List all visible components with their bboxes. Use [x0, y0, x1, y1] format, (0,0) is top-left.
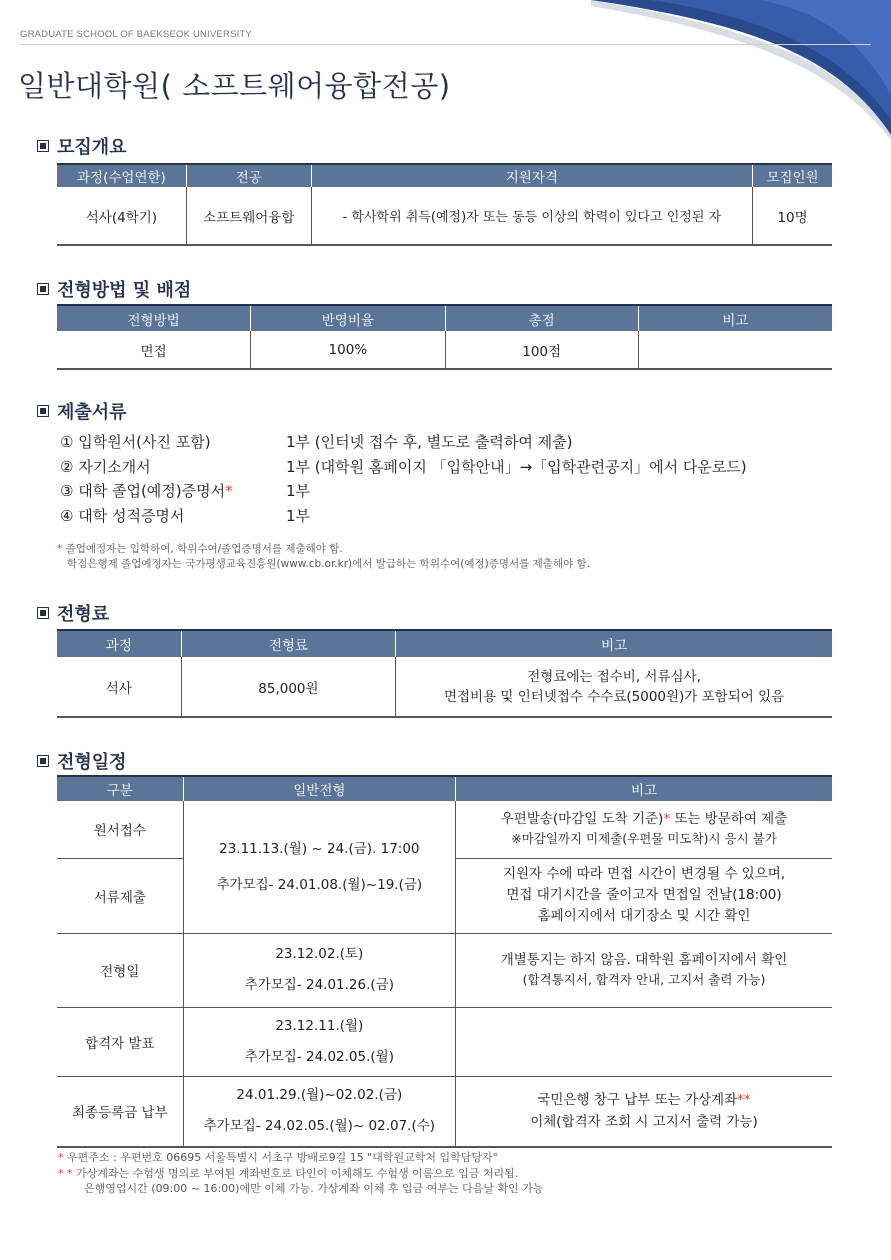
col-header: 일반전형 [183, 776, 455, 801]
square-bullet-icon [37, 405, 49, 417]
table-cell: 전형일 [57, 933, 183, 1007]
note-text: 개별통지는 하지 않음. 대학원 홈페이지에서 확인 [500, 952, 788, 968]
section-heading-fee [37, 600, 109, 626]
list-item [60, 430, 747, 455]
section-heading-recruit [37, 133, 127, 159]
document-name: ③ 대학 졸업(예정)증명서 [60, 482, 226, 500]
document-list [60, 430, 747, 528]
col-header: 과정 [57, 630, 181, 657]
section-heading-method [37, 276, 191, 302]
col-header: 과정(수업연한) [57, 164, 186, 187]
table-cell: 소프트웨어융합 [186, 187, 311, 245]
method-table [57, 304, 832, 370]
university-name: GRADUATE SCHOOL OF BAEKSEOK UNIVERSITY [20, 29, 252, 40]
document-desc: 1부 [286, 506, 311, 525]
table-cell [456, 1076, 832, 1147]
table-cell: 85,000원 [181, 657, 396, 717]
note-text: 홈페이지에서 대기장소 및 시간 확인 [537, 908, 751, 924]
date-text: 추가모집- 24.02.05.(월)~ 02.07.(수) [203, 1118, 436, 1135]
note-text: 면접 대기시간을 줄이고자 면접일 전날(18:00) [506, 887, 782, 903]
col-header: 전형료 [181, 630, 396, 657]
table-cell [456, 801, 832, 858]
note-text: 학점은행제 졸업예정자는 국가평생교육진흥원(www.cb.or.kr)에서 발급하는 학위수여(예정)증명서를 제출해야 함. [67, 558, 591, 570]
table-cell: 서류제출 [57, 858, 183, 933]
document-name: ① 입학원서(사진 포함) [60, 433, 211, 451]
square-bullet-icon [37, 607, 49, 619]
table-cell [456, 858, 832, 933]
table-cell [183, 933, 455, 1007]
section-heading-documents [37, 398, 127, 424]
col-header: 총점 [445, 305, 638, 331]
page-curl-decoration [591, 0, 891, 140]
fee-table [57, 629, 832, 718]
table-cell: 100점 [445, 331, 638, 369]
section-title: 전형방법 및 배점 [57, 280, 192, 301]
document-name: ② 자기소개서 [60, 457, 151, 476]
table-cell [183, 1007, 455, 1076]
section-title: 모집개요 [57, 137, 127, 158]
schedule-footnotes [58, 1150, 544, 1197]
col-header: 비고 [638, 305, 832, 331]
asterisk-mark: * [663, 811, 671, 828]
list-item [60, 504, 747, 529]
fee-note: 전형료에는 접수비, 서류심사, [527, 668, 701, 685]
document-desc: 1부 (인터넷 접수 후, 별도로 출력하여 제출) [286, 433, 573, 451]
table-cell [183, 1076, 455, 1147]
table-cell [183, 801, 455, 933]
date-text: 추가모집- 24.01.08.(월)~19.(금) [216, 876, 423, 893]
table-cell: 면접 [57, 331, 251, 369]
col-header: 비고 [456, 776, 832, 801]
table-cell: - 학사학위 취득(예정)자 또는 동등 이상의 학력이 있다고 인정된 자 [311, 187, 752, 245]
recruit-table [57, 163, 832, 246]
table-cell: 100% [251, 331, 445, 369]
date-text: 추가모집- 24.01.26.(금) [244, 977, 394, 993]
col-header: 반영비율 [251, 305, 445, 331]
table-cell [396, 657, 832, 717]
fee-note: 면접비용 및 인터넷접수 수수료(5000원)가 포함되어 있음 [443, 688, 785, 705]
date-text: 23.11.13.(월) ~ 24.(금). 17:00 [219, 840, 420, 857]
note-text: 또는 방문하여 제출 [670, 811, 788, 828]
footnote-text: 가상계좌는 수험생 명의로 부여된 계좌번호로 타인이 이체해도 수험생 이름으로 입금 처리됨. [76, 1166, 519, 1180]
list-item [60, 455, 747, 480]
table-cell: 석사 [57, 657, 181, 717]
table-cell: 원서접수 [57, 801, 183, 858]
section-title: 전형일정 [57, 752, 127, 773]
section-title: 제출서류 [57, 402, 127, 423]
schedule-table [57, 775, 832, 1148]
table-cell [456, 933, 832, 1007]
date-text: 23.12.11.(월) [275, 1017, 364, 1034]
col-header: 구분 [57, 776, 183, 801]
documents-note [57, 542, 590, 572]
footnote-text: 우편주소 : 우편번호 06695 서울특별시 서초구 방배로9길 15 "대학원교학처 입학담당자" [67, 1151, 498, 1164]
note-text: 이체(합격자 조회 시 고지서 출력 가능) [530, 1114, 758, 1131]
asterisk-mark: * [58, 1151, 64, 1164]
note-text: ※마감일까지 미제출(우편물 미도착)시 응시 불가 [511, 831, 777, 847]
date-text: 23.12.02.(토) [275, 946, 364, 962]
date-text: 24.01.29.(월)~02.02.(금) [236, 1087, 403, 1104]
note-text: (합격통지서, 합격자 안내, 고지서 출력 가능) [522, 972, 766, 987]
page-title: 일반대학원( 소프트웨어융합전공) [18, 69, 451, 103]
footnote-text: 은행영업시간 (09:00 ~ 16:00)에만 이체 가능. 가상계좌 이체 후 입금 여부는 다음날 확인 가능 [84, 1182, 544, 1195]
asterisk-mark: * [225, 482, 233, 500]
document-desc: 1부 (대학원 홈페이지 「입학안내」→「입학관련공지」에서 다운로드) [286, 457, 747, 476]
col-header: 비고 [396, 630, 832, 657]
table-cell: 합격자 발표 [57, 1007, 183, 1076]
asterisk-mark: * * [58, 1166, 73, 1180]
square-bullet-icon [37, 755, 49, 767]
table-cell: 석사(4학기) [57, 187, 186, 245]
note-text: 우편발송(마감일 도착 기준) [500, 811, 664, 828]
square-bullet-icon [37, 140, 49, 152]
note-text: 국민은행 창구 납부 또는 가상계좌 [537, 1092, 738, 1109]
document-name: ④ 대학 성적증명서 [60, 506, 185, 525]
note-text: 지원자 수에 따라 면접 시간이 변경될 수 있으며, [502, 866, 786, 882]
col-header: 전형방법 [57, 305, 251, 331]
header-divider [20, 44, 871, 45]
table-cell: 최종등록금 납부 [57, 1076, 183, 1147]
list-item [60, 479, 747, 504]
col-header: 전공 [186, 164, 311, 187]
note-text: 졸업예정자는 입학하여, 학위수여/졸업증명서를 제출해야 함. [65, 543, 343, 555]
col-header: 모집인원 [753, 164, 832, 187]
square-bullet-icon [37, 283, 49, 295]
table-cell [638, 331, 832, 369]
col-header: 지원자격 [311, 164, 752, 187]
asterisk-mark: ** [737, 1092, 751, 1109]
section-heading-schedule [37, 748, 127, 774]
section-title: 전형료 [57, 604, 110, 625]
table-cell [456, 1007, 832, 1076]
document-desc: 1부 [286, 482, 311, 500]
table-cell: 10명 [753, 187, 832, 245]
date-text: 추가모집- 24.02.05.(월) [244, 1048, 394, 1065]
asterisk-mark: * [57, 543, 63, 555]
